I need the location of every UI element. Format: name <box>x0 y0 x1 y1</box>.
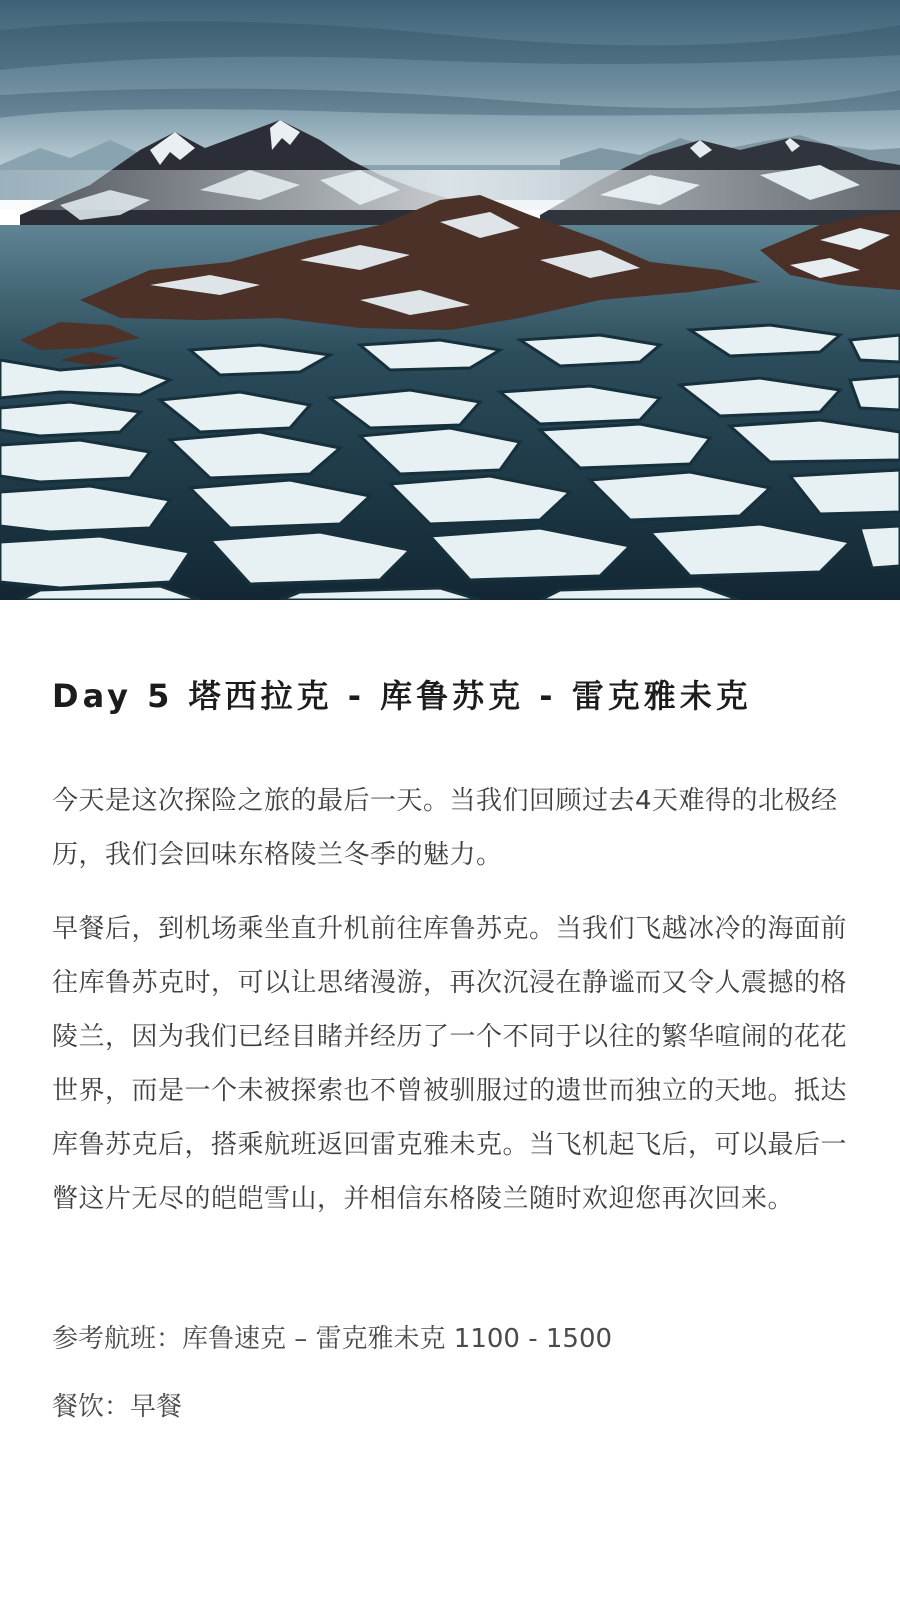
hero-image <box>0 0 900 600</box>
article-paragraph: 今天是这次探险之旅的最后一天。当我们回顾过去4天难得的北极经历，我们会回味东格陵兰冬季的魅力。 <box>52 786 838 870</box>
meal-info: 餐饮：早餐 <box>52 1392 183 1422</box>
article-paragraph: 早餐后，到机场乘坐直升机前往库鲁苏克。当我们飞越冰冷的海面前往库鲁苏克时，可以让思绪漫游，再次沉浸在静谧而又令人震撼的格陵兰，因为我们已经目睹并经历了一个不同于以往的繁华喧闹的花花世界，而是一个未被探索也不曾被驯服过的遗世而独立的天地。抵达库鲁苏克后，搭乘航班返回雷克雅未克。当飞机起飞后，可以最后一瞥这片无尽的皑皑雪山，并相信东格陵兰随时欢迎您再次回来。 <box>52 914 848 1214</box>
flight-info: 参考航班：库鲁速克 – 雷克雅未克 1100 - 1500 <box>52 1324 613 1354</box>
article <box>52 672 852 1448</box>
article-title: Day 5 塔西拉克 - 库鲁苏克 - 雷克雅未克 <box>52 677 752 715</box>
arctic-landscape-icon <box>0 0 900 600</box>
section-spacer <box>52 1246 852 1312</box>
